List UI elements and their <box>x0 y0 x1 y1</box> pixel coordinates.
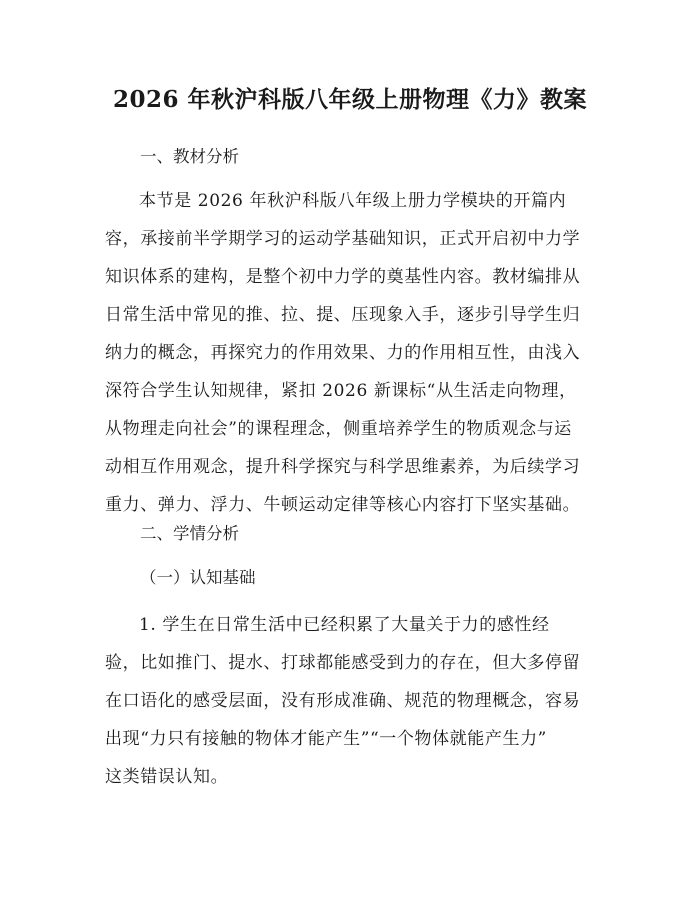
paragraph-line: 出现“力只有接触的物体才能产生”“一个物体就能产生力” <box>105 729 547 749</box>
section-heading-textbook-analysis: 一、教材分析 <box>140 147 239 166</box>
paragraph-line: 在口语化的感受层面，没有形成准确、规范的物理概念，容易 <box>105 691 581 711</box>
cognitive-basis-paragraph <box>105 606 605 796</box>
subsection-heading-cognitive-basis: （一）认知基础 <box>140 568 256 587</box>
paragraph-line: 容，承接前半学期学习的运动学基础知识，正式开启初中力学 <box>105 229 581 249</box>
paragraph-line: 这类错误认知。 <box>105 767 229 787</box>
paragraph-line: 动相互作用观念，提升科学探究与科学思维素养，为后续学习 <box>105 457 581 477</box>
paragraph-line: 知识体系的建构，是整个初中力学的奠基性内容。教材编排从 <box>105 267 581 287</box>
paragraph-line: 验，比如推门、提水、打球都能感受到力的存在，但大多停留 <box>105 653 581 673</box>
section-heading-student-analysis: 二、学情分析 <box>140 524 239 543</box>
paragraph-line: 本节是 2026 年秋沪科版八年级上册力学模块的开篇内 <box>139 191 567 211</box>
document-title: 2026 年秋沪科版八年级上册物理《力》教案 <box>112 86 588 113</box>
textbook-analysis-paragraph <box>105 182 605 524</box>
paragraph-line: 1. 学生在日常生活中已经积累了大量关于力的感性经 <box>139 615 550 635</box>
paragraph-line: 重力、弹力、浮力、牛顿运动定律等核心内容打下坚实基础。 <box>105 495 581 515</box>
paragraph-line: 日常生活中常见的推、拉、提、压现象入手，逐步引导学生归 <box>105 305 581 325</box>
paragraph-line: 深符合学生认知规律，紧扣 2026 新课标“从生活走向物理， <box>105 381 577 401</box>
paragraph-line: 纳力的概念，再探究力的作用效果、力的作用相互性，由浅入 <box>105 343 581 363</box>
paragraph-line: 从物理走向社会”的课程理念，侧重培养学生的物质观念与运 <box>105 419 572 439</box>
